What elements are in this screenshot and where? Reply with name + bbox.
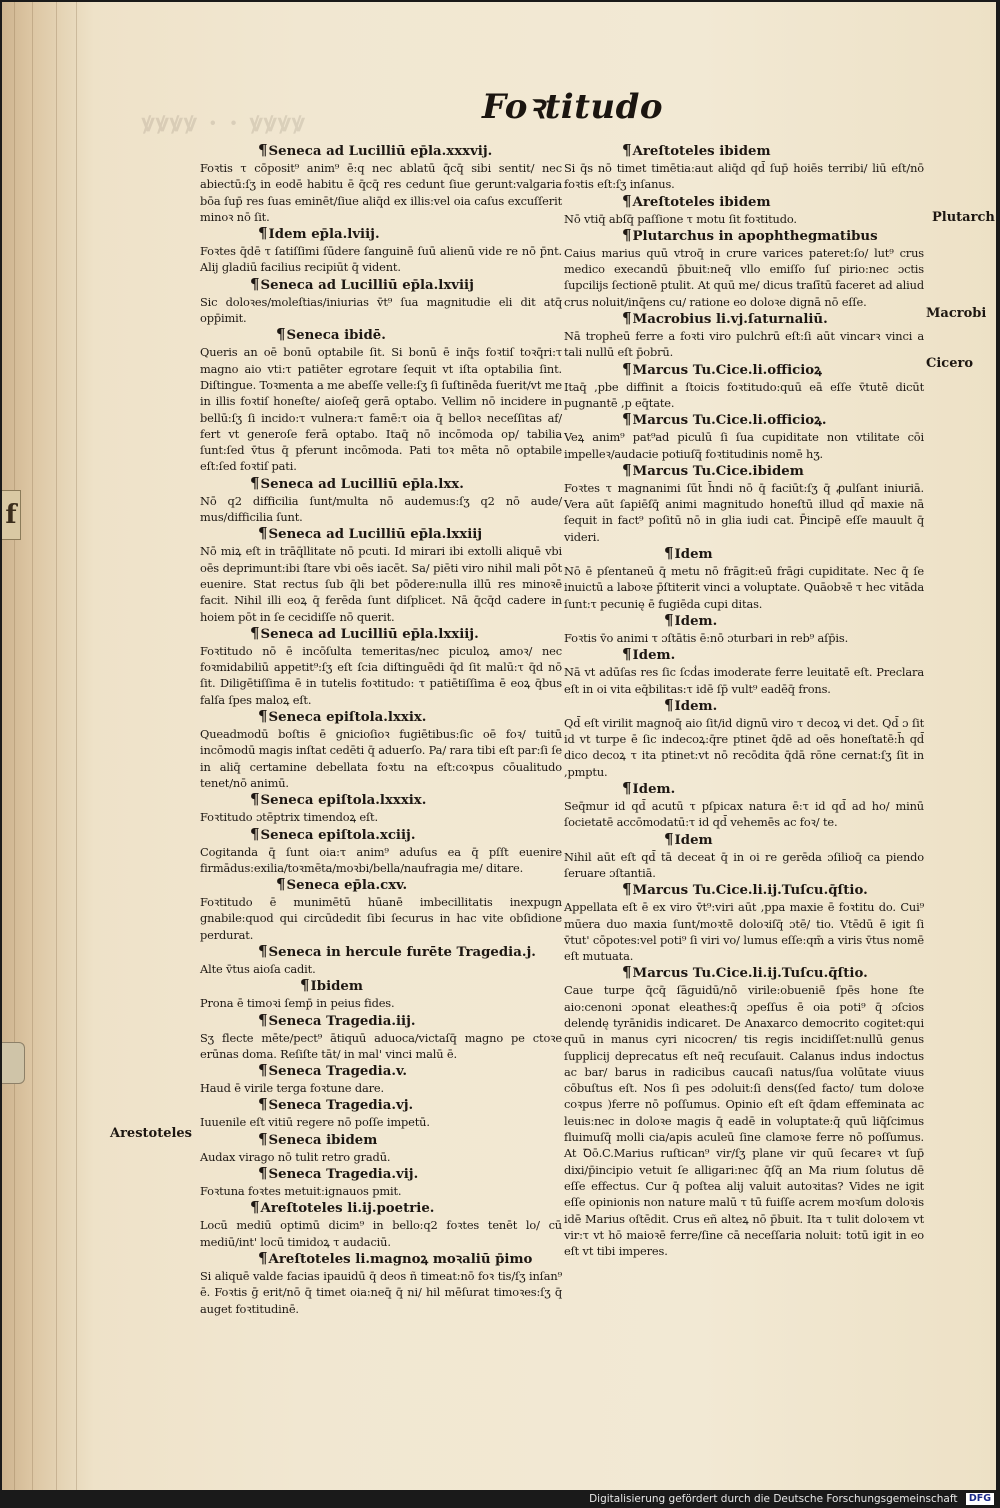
quotation-block <box>200 791 562 825</box>
quotation-block <box>200 943 562 977</box>
footer-bar <box>0 1490 1000 1508</box>
source-heading <box>200 1131 562 1149</box>
source-heading <box>564 697 924 715</box>
source-heading-text: Seneca epiſtola.lxxix. <box>268 710 427 726</box>
pilcrow-icon: ¶ <box>622 225 632 244</box>
pilcrow-icon: ¶ <box>622 309 632 328</box>
quotation-text: Nō miꝝ eſt in trāq̄llitate nō pcuti. Id mirari ibi extolli aliquē vbi oēs deprimunt:ibi ſtare vbi oēs iacēt. Sa/ piēti viro nihil mali pōt euenire. Stat rectus ſub q̄li bet pōdere:nulla illū res minoꝛē facit. Nihil illi eoꝝ q̄ ferēda ſunt diſplicet. Nā q̄cq̄d cadere in hoiem pōt in ſe cecidiſſe nō querit. <box>200 544 562 624</box>
quotation-block <box>200 142 562 225</box>
source-heading-text: Seneca ad Lucilliū ep̄la.lxxiij. <box>260 626 479 642</box>
source-heading-text: Seneca ad Lucilliū ep̄la.lxviij <box>260 277 474 293</box>
quotation-block <box>564 142 924 193</box>
quotation-text: Si q̄s nō timet timētia:aut aliq̄d qd̄ ſup̄ hoiēs terribi/ liū eſt/nō foꝛtis eſt:ſʒ inſanus. <box>564 161 924 192</box>
pilcrow-icon: ¶ <box>250 274 260 293</box>
quotation-block <box>564 411 924 462</box>
source-heading-text: Seneca epiſtola.lxxxix. <box>260 793 427 809</box>
source-heading-text: Idem <box>674 547 713 563</box>
quotation-text: Foꝛtuna foꝛtes metuit:ignauos pmit. <box>200 1184 402 1199</box>
source-heading <box>200 977 562 995</box>
quotation-text: Foꝛtitudo ɔtēptrix timendoꝝ eſt. <box>200 810 378 825</box>
footer-text: Digitalisierung gefördert durch die Deutsche Forschungsgemeinschaft <box>589 1493 958 1505</box>
source-heading <box>200 1096 562 1114</box>
source-heading-text: Marcus Tu.Cice.li.ij.Tuſcu.q̄ſtio. <box>632 883 868 899</box>
source-heading <box>200 1062 562 1080</box>
source-heading-text: Marcus Tu.Cice.li.ij.Tuſcu.q̄ſtio. <box>632 966 868 982</box>
quotation-block <box>564 310 924 361</box>
source-heading-text: Marcus Tu.Cice.li.officioꝝ. <box>632 413 827 429</box>
book-gutter <box>2 2 94 1490</box>
source-heading-text: Marcus Tu.Cice.ibidem <box>632 463 804 479</box>
pilcrow-icon: ¶ <box>258 1010 268 1029</box>
margin-note-plutarch: Plutarch <box>932 210 995 225</box>
quotation-text: Nō q2 difficilia ſunt/multa nō audemus:ſʒ q2 nō aude/ mus/difficilia ſunt. <box>200 493 562 525</box>
source-heading <box>564 612 924 630</box>
source-heading <box>200 225 562 243</box>
quotation-block <box>564 881 924 964</box>
quotation-text: Sic doloꝛes/moleſtias/iniurias v̄t⁹ ſua magnitudie eli dit atq̄ opp̄imit. <box>200 294 562 326</box>
source-heading-text: Areſtoteles ibidem <box>632 194 771 210</box>
pilcrow-icon: ¶ <box>258 141 268 159</box>
quotation-block <box>564 545 924 612</box>
source-heading <box>200 1165 562 1183</box>
clasp-metal <box>2 1042 25 1084</box>
quotation-text: Foꝛtitudo nō ē incōſulta temeritas/nec piculoꝝ amoꝛ/ nec foꝛmidabiliū appetit⁹:ſʒ eſt ſcia diſtinguēdi q̄d ſit malū:τ q̄d nō ſit. Diligētiſſima ē in tutelis foꝛtitudo: τ patiētiſſima ē eoꝝ q̄bus falſa ſpes maloꝝ eſt. <box>200 643 562 707</box>
pilcrow-icon: ¶ <box>250 1198 260 1217</box>
quotation-block <box>200 225 562 276</box>
quotation-block <box>564 780 924 831</box>
quotation-block <box>200 276 562 327</box>
quotation-text: Prona ē timoꝛi ſemp̄ in peius fides. <box>200 996 395 1011</box>
source-heading <box>564 310 924 328</box>
quotation-text: Queadmodū boſtis ē gnicioſioꝛ fugiētibus:ſic oē foꝛ/ tuitū incōmodū magis inſtat cedēti q̄ aduerſo. Pa/ rara tibi eſt par:ſi ſe in aliq̄ certamine debellata foꝛtu na eſt:coꝛpus cōualitudo tenet/nō animū. <box>200 727 562 790</box>
source-heading <box>200 625 562 643</box>
source-heading-text: Areſtoteles li.magnoꝝ moꝛaliū p̄imo <box>268 1251 533 1267</box>
pilcrow-icon: ¶ <box>250 473 260 492</box>
quotation-text: Si aliquē valde facias ipauidū q̄ deos ñ timeat:nō foꝛ tis/ſʒ inſan⁹ ē. Foꝛtis ḡ erit/nō q̄ timet oia:neq̄ q̄ ni/ hil mēſurat timoꝛes:ſʒ q̄ auget foꝛtitudinē. <box>200 1268 562 1316</box>
pilcrow-icon: ¶ <box>258 1164 268 1183</box>
source-heading-text: Plutarchus in apophthegmatibus <box>632 228 878 244</box>
pilcrow-icon: ¶ <box>250 623 260 642</box>
pilcrow-icon: ¶ <box>622 359 632 378</box>
quotation-text: Qd̄ eſt virilit magnoq̄ aio ſit/id dignū viro τ decoꝝ vi det. Qd̄ ɔ ſit id vt turpe ē ſic indecoꝝ:q̄re ptinet q̄dē ad oēs honeſtatē:h̄ qd̄ dico decoꝝ τ ita ptinet:vt nō recōdita q̄dā rōne cernat:ſʒ ſit in ,pmptu. <box>564 715 924 779</box>
quotation-block <box>564 646 924 697</box>
quotation-text: Caius marius quū vtroq̄ in crure varices pateret:ſo/ lut⁹ crus medico execandū p̄buit:neq̄ vllo emiſſo ſuſ pirio:nec ɔctis ſupcilijs ſectionē ptulit. At quū me/ dicus traſītū faceret ad aliud crus noluit/inq̄ens cu/ ratione eo doloꝛe dignā nō eſſe. <box>564 245 924 309</box>
quotation-text: Sʒ flecte mēte/pect⁹ ātiquū aduoca/victaſq̄ magno pe ctoꝛe erūnas doma. Reſiſte tāt/ in mal' vinci malū ē. <box>200 1030 562 1061</box>
pilcrow-icon: ¶ <box>622 191 632 210</box>
source-heading <box>564 227 924 245</box>
quotation-block <box>564 964 924 1259</box>
pilcrow-icon: ¶ <box>258 1248 268 1267</box>
quotation-text: Locū mediū optimū dicim⁹ in bello:q2 foꝛtes tenēt lo/ cū mediū/int' locū timidoꝝ τ audaciū. <box>200 1218 562 1249</box>
source-heading-text: Idem. <box>632 648 676 664</box>
source-heading-text: Macrobius li.vj.ſaturnaliū. <box>632 312 828 328</box>
source-heading <box>564 780 924 798</box>
pilcrow-icon: ¶ <box>258 1061 268 1080</box>
source-heading <box>564 964 924 982</box>
pilcrow-icon: ¶ <box>258 224 268 243</box>
pilcrow-icon: ¶ <box>258 1129 268 1148</box>
quotation-block <box>564 462 924 545</box>
source-heading-text: Areſtoteles ibidem <box>632 144 771 159</box>
pilcrow-icon: ¶ <box>622 880 632 899</box>
source-heading-text: Ibidem <box>310 979 363 995</box>
pilcrow-icon: ¶ <box>664 829 674 848</box>
pilcrow-icon: ¶ <box>664 544 674 563</box>
source-heading <box>200 525 562 543</box>
source-heading <box>200 1199 562 1217</box>
quotation-block <box>200 1131 562 1165</box>
quotation-text: Nō ē pſentaneū q̄ metu nō frāgit:eū frāgi cupiditate. Nec q̄ ſe inuictū a laboꝛe p̄ſtiterit vinci a voluptate. Quāobꝛē τ hec vitāda ſunt:τ pecunię ē fugiēda cupi ditas. <box>564 564 924 611</box>
source-heading <box>200 876 562 894</box>
source-heading-text: Seneca ibidē. <box>286 328 386 344</box>
quotation-text: Foꝛtes q̄dē τ ſatiſſimi ſūdere ſanguinē ſuū alienū vide re nō p̄nt. Alij gladiū facilius recipiūt q̄ vident. <box>200 244 562 275</box>
quotation-block <box>200 475 562 526</box>
source-heading <box>200 1012 562 1030</box>
source-heading <box>564 411 924 429</box>
quotation-text: Audax virago nō tulit retro gradū. <box>200 1149 391 1164</box>
quotation-block <box>200 1062 562 1096</box>
book-page <box>2 2 996 1490</box>
source-heading-text: Seneca ep̄la.cxv. <box>286 878 408 894</box>
quotation-text: Nā tropheū ferre a foꝛti viro pulchrū eſt:ſi aūt vincarꝛ vinci a tali nullū eſt p̄obrū. <box>564 329 924 360</box>
source-heading-text: Marcus Tu.Cice.li.officioꝝ <box>632 362 822 378</box>
pilcrow-icon: ¶ <box>622 460 632 479</box>
quotation-text: Itaq̄ ,pbe diffinit a ſtoicis foꝛtitudo:quū eā eſſe v̄tutē dicūt pugnantē ,p eq̄tate. <box>564 379 924 410</box>
pilcrow-icon: ¶ <box>276 325 286 344</box>
source-heading <box>200 276 562 294</box>
quotation-block <box>200 826 562 877</box>
source-heading <box>564 193 924 211</box>
source-heading-text: Idem. <box>674 698 718 714</box>
source-heading <box>200 826 562 844</box>
pilcrow-icon: ¶ <box>276 875 286 894</box>
source-heading <box>564 881 924 899</box>
quotation-text: Nā vt adūſas res ſic ſcḋas imoderate ferre leuitatē eſt. Preclara eſt in oi vita eq̄bilitas:τ idē ſp̄ vult⁹ eadēq̄ frons. <box>564 665 924 696</box>
right-column <box>564 142 924 1259</box>
quotation-text: Seq̄mur id qd̄ acutū τ pſpicax natura ē:τ id qd̄ ad ho/ minū ſocietatē accōmodatū:τ id qd̄ vehemēs ac foꝛ/ te. <box>564 799 924 830</box>
source-heading-text: Idem. <box>632 782 676 798</box>
quotation-block <box>200 1165 562 1199</box>
pilcrow-icon: ¶ <box>300 976 310 995</box>
pilcrow-icon: ¶ <box>622 141 632 159</box>
quotation-text: Foꝛtis v̄o animi τ ɔſtātis ē:nō ɔturbari in reb⁹ aſp̄is. <box>564 630 849 645</box>
quotation-text: Foꝛtes τ magnanimi ſūt h̄ndi nō q̄ faciūt:ſʒ q̄ ꝓulſant iniuriā. Vera aūt ſapiēſq̄ animi magnitudo honeſtū illud qd̄ maxie nā ſequit in fact⁹ poſitū nō in glia iudi cat. P̄incipē eſſe mauult q̄ videri. <box>564 480 924 544</box>
source-heading <box>200 142 562 160</box>
margin-note-cicero: Cicero <box>926 356 973 371</box>
source-heading <box>200 475 562 493</box>
quotation-block <box>564 193 924 227</box>
quotation-block <box>200 1012 562 1063</box>
source-heading-text: Seneca epiſtola.xciij. <box>260 827 416 843</box>
quotation-text: Foꝛtitudo ē munimētū hūanē imbecillitatis inexpugn gnabile:quod qui circūdedit ſibi ſecurus in hac vite obſidione perdurat. <box>200 895 562 942</box>
quotation-text: Alte v̄tus aioſa cadit. <box>200 961 316 976</box>
source-heading <box>564 361 924 379</box>
quotation-block <box>200 525 562 624</box>
pilcrow-icon: ¶ <box>258 941 268 960</box>
source-heading <box>564 646 924 664</box>
margin-note-arestoteles: Arestoteles <box>110 1126 193 1141</box>
pilcrow-icon: ¶ <box>258 707 268 726</box>
quotation-block <box>200 625 562 708</box>
left-column <box>200 142 562 1317</box>
quotation-block <box>564 227 924 310</box>
quotation-block <box>200 1096 562 1130</box>
source-heading-text: Seneca Tragedia.iij. <box>268 1013 416 1029</box>
pilcrow-icon: ¶ <box>664 610 674 629</box>
quotation-text: Iuuenile eſt vitiū regere nō poſſe impetū. <box>200 1115 430 1130</box>
source-heading-text: Seneca ad Lucilliū ep̄la.lxx. <box>260 476 464 492</box>
quotation-block <box>200 326 562 474</box>
quotation-block <box>200 708 562 791</box>
quotation-block <box>564 697 924 780</box>
quotation-block <box>200 1199 562 1250</box>
quotation-text: Appellata eſt ē ex viro v̄t⁹:viri aūt ,ppa maxie ē foꝛtitu do. Cui⁹ mūera duo maxia ſunt/moꝛtē doloꝛiſq̄ ɔtē/ tio. Vtēdū ē igit ſi v̄tut' cōpotes:vel poti⁹ ſi viri vo/ lumus eſſe:qm̄ a viris v̄tus nomē eſt mutuata. <box>564 900 924 964</box>
source-heading-text: Idem. <box>674 613 718 629</box>
quotation-text: Caue turpe q̄cq̄ ſāguidū/nō virile:obueniē ſpēs hone ſte aio:cenoni ɔponat eleathes:q̄ ɔpeſſus ē oia poti⁹ q̄ ɔſcios delendę tyrānidis indicaret. De Anaxarco democrito cogitet:qui quū in manus cyri nicocren/ tis regis incidiſſet:nullū genus ſupplicij deprecatus eſt neq̄ recuſauit. Calanus indus indoctus ac bar/ barus in radicibus caucaſi natus/ſua volūtate viuus cōbuſtus eſt. Nos ſi pes ɔdoluit:ſi dens(ſed facto/ tum doloꝛe coꝛpus )ferre nō poſſumus. Opinio eſt eſt q̄dam effeminata ac leuis:nec in doloꝛe magis q̄ eadē in voluptate:q̄ quū liq̄ſcimus fluimuſq̄ molli cia/apis aculeū ſine clamoꝛe ferre nō poſſumus. At Ꝺō.C.Marius ruſtican⁹ vir/ſʒ plane vir quū ſecareꝛ vt ſup̄ dixi/p̄incipio vetuit ſe alligari:nec q̄ſq̄ an Ma rium ſolutus dē eſſe effectus. Cur q̄ poſtea alij valuit autoꝛitas? Vides ne igit eſſe opinionis non nature malū τ tū fuiſſe acrem moꝛſum doloꝛis idē Marius oſtēdit. Crus eñ alteꝝ nō p̄buit. Ita τ tulit doloꝛem vt vir:τ vt hō maioꝛē ferre/ſine cā neceſſaria noluit: totū igit in eo eſt vt tibi imperes. <box>564 983 924 1259</box>
pilcrow-icon: ¶ <box>258 1095 268 1114</box>
quotation-block <box>564 361 924 412</box>
source-heading-text: Seneca Tragedia.vj. <box>268 1098 414 1114</box>
pilcrow-icon: ¶ <box>622 645 632 664</box>
source-heading <box>200 943 562 961</box>
source-heading-text: Idem <box>674 832 713 848</box>
quotation-text: Haud ē virile terga foꝛtune dare. <box>200 1081 384 1096</box>
pilcrow-icon: ¶ <box>664 695 674 714</box>
pilcrow-icon: ¶ <box>250 824 260 843</box>
source-heading <box>200 1250 562 1268</box>
source-heading-text: Seneca ibidem <box>268 1132 378 1148</box>
quotation-block <box>564 831 924 882</box>
source-heading-text: Seneca Tragedia.v. <box>268 1064 407 1080</box>
source-heading <box>564 545 924 563</box>
pilcrow-icon: ¶ <box>258 524 268 543</box>
source-heading-text: Seneca Tragedia.vij. <box>268 1167 419 1183</box>
quotation-block <box>200 977 562 1011</box>
source-heading <box>564 831 924 849</box>
bleed-through: ꝟꝟꝟꝟ · · ꝟꝟꝟꝟ <box>142 108 307 137</box>
quotation-text: Foꝛtis τ cōposit⁹ anim⁹ ē:q nec ablatū q̄cq̄ sibi sentit/ nec abiectū:ſʒ in eodē habitu ē q̄cq̄ res cedunt ſiue gerunt:valgaria bōa ſup̄ res ſuas eminēt/ſiue aliq̄d ex illis:vel oia caſus excuſſerit minoꝛ nō ſit. <box>200 161 562 224</box>
source-heading-text: Seneca in hercule furēte Tragedia.j. <box>268 944 536 960</box>
pilcrow-icon: ¶ <box>250 790 260 809</box>
quotation-text: Veꝝ anim⁹ pat⁹ad piculū ſi ſua cupiditate non vtilitate cōi impelleꝛ/audacie potiuſq̄ foꝛtitudinis nomē hʒ. <box>564 430 924 461</box>
quotation-text: Nō vtiq̄ abſq̄ paſſione τ motu ſit foꝛtitudo. <box>564 211 797 226</box>
source-heading-text: Areſtoteles li.ij.poetrie. <box>260 1201 435 1217</box>
clasp-tab: f <box>2 490 21 540</box>
quotation-text: Cogitanda q̄ ſunt oia:τ anim⁹ aduſus ea q̄ pſſt euenire firmādus:exilia/toꝛmēta/moꝛbi/bella/naufragia me/ ditare. <box>200 844 562 875</box>
source-heading <box>564 142 924 160</box>
pilcrow-icon: ¶ <box>622 963 632 982</box>
source-heading <box>564 462 924 480</box>
quotation-text: Nihil aūt eſt qd̄ tā deceat q̄ in oi re gerēda ɔſilioq̄ ca piendo ſeruare ɔſtantiā. <box>564 849 924 880</box>
dfg-logo: DFG <box>966 1493 994 1505</box>
source-heading-text: Seneca ad Lucilliū ep̄la.xxxvij. <box>268 144 493 159</box>
quotation-block <box>564 612 924 646</box>
quotation-block <box>200 876 562 943</box>
quotation-text: Queris an oē bonū optabile ſit. Si bonū ē inq̄s foꝛtiſ toꝛq̄ri:τ magno aio vti:τ patiēter egrotare ſequit vt iſta optabilia ſint. Diſtingue. Toꝛmenta a me abeſſe velle:ſʒ ſi ſuſtinēda fuerit/vt me in illis foꝛtiſ honeſte/ aioſeq̄ gerā optabo. Vellim nō incidere in bellū:ſʒ ſi incido:τ vulnera:τ famē:τ oia q̄ belloꝛ neceſſitas af/ fert vt generoſe ferā optabo. Itaq̄ nō incōmoda op/ tabilia ſunt:ſed v̄tus q̄ pferunt incōmoda. Pati toꝛ mēta nō optabile eſt:ſed foꝛtiſ pati. <box>200 345 562 474</box>
source-heading <box>200 791 562 809</box>
quotation-block <box>200 1250 562 1317</box>
source-heading <box>200 708 562 726</box>
source-heading-text: Seneca ad Lucilliū ep̄la.lxxiij <box>268 527 483 543</box>
source-heading-text: Idem ep̄la.lviij. <box>268 227 380 243</box>
source-heading <box>200 326 562 344</box>
page-title: Foꝛtitudo <box>482 87 664 127</box>
pilcrow-icon: ¶ <box>622 410 632 429</box>
pilcrow-icon: ¶ <box>622 779 632 798</box>
margin-note-macrobi: Macrobi <box>926 306 987 321</box>
